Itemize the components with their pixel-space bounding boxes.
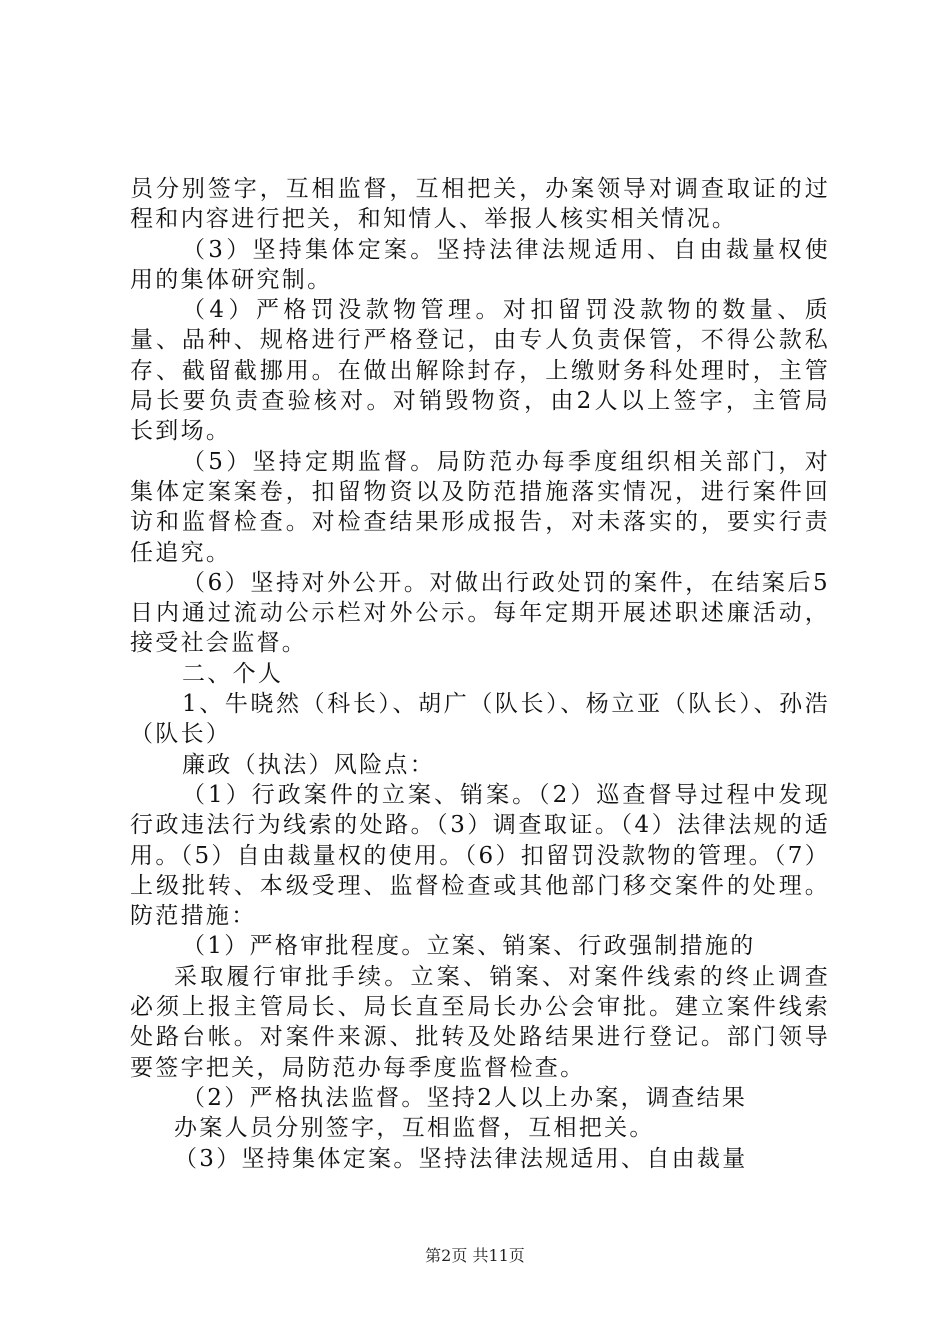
paragraph: （3）坚持集体定案。坚持法律法规适用、自由裁量 <box>174 1145 748 1172</box>
paragraph: （2）严格执法监督。坚持2人以上办案，调查结果 <box>182 1084 748 1111</box>
paragraph: 1、牛晓然（科长）、胡广（队长）、杨立亚（队长）、孙浩（队长） <box>130 691 830 748</box>
paragraph: 廉政（执法）风险点： <box>182 751 435 778</box>
paragraph: （1）严格审批程度。立案、销案、行政强制措施的 <box>182 933 756 960</box>
paragraph: 采取履行审批手续。立案、销案、对案件线索的终止调查必须上报主管局长、局长直至局长办公会审批。建立案件线索处路台帐。对案件来源、批转及处路结果进行登记。部门领导要签字把关，局防范办每季度监督检查。 <box>130 963 830 1081</box>
paragraph: 办案人员分别签字，互相监督，互相把关。 <box>174 1115 655 1142</box>
paragraph: （3）坚持集体定案。坚持法律法规适用、自由裁量权使用的集体研究制。 <box>130 236 830 293</box>
paragraph: （1）行政案件的立案、销案。（2）巡查督导过程中发现行政违法行为线索的处路。（3）调查取证。（4）法律法规的适用。（5）自由裁量权的使用。（6）扣留罚没款物的管理。（7）上级批转、本级受理、监督检查或其他部门移交案件的处理。防范措施： <box>130 781 830 930</box>
paragraph: （6）坚持对外公开。对做出行政处罚的案件，在结案后5日内通过流动公示栏对外公示。每年定期开展述职述廉活动，接受社会监督。 <box>130 569 830 657</box>
section-heading: 二、个人 <box>182 660 284 687</box>
paragraph: （5）坚持定期监督。局防范办每季度组织相关部门，对集体定案案卷，扣留物资以及防范措施落实情况，进行案件回访和监督检查。对检查结果形成报告，对未落实的，要实行责任追究。 <box>130 448 830 566</box>
paragraph: （4）严格罚没款物管理。对扣留罚没款物的数量、质量、品种、规格进行严格登记，由专人负责保管，不得公款私存、截留截挪用。在做出解除封存，上缴财务科处理时，主管局长要负责查验核对。对销毁物资，由2人以上签字，主管局长到场。 <box>130 297 830 445</box>
paragraph: 员分别签字，互相监督，互相把关，办案领导对调查取证的过程和内容进行把关，和知情人、举报人核实相关情况。 <box>130 176 830 233</box>
document-body <box>130 174 830 1174</box>
page-number: 第2页 共11页 <box>425 1246 525 1265</box>
